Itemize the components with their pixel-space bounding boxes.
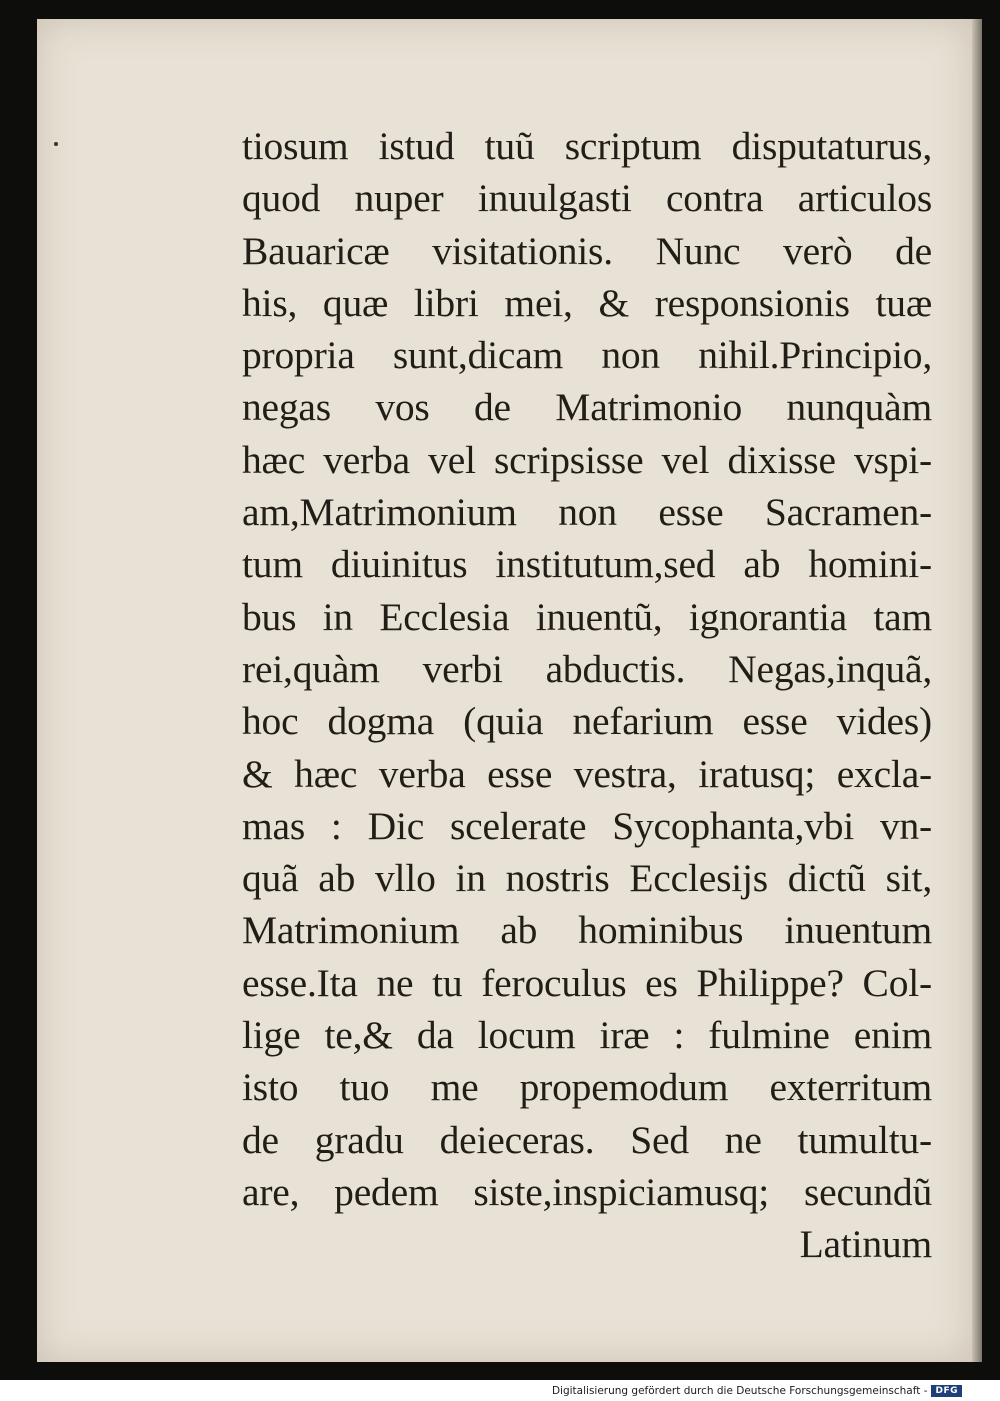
text-line: negas vos de Matrimonio nunquàm <box>242 385 932 430</box>
page-edge <box>972 19 982 1362</box>
text-line: his, quæ libri mei, & responsionis tuæ <box>242 280 932 325</box>
catchword: Latinum <box>799 1222 932 1267</box>
text-line: quod nuper inuulgasti contra articulos <box>242 176 932 221</box>
text-line: tum diuinitus institutum,sed ab homini- <box>242 542 932 587</box>
text-line: bus in Ecclesia inuentũ, ignorantia tam <box>242 594 932 639</box>
text-line: isto tuo me propemodum exterritum <box>242 1065 932 1110</box>
text-line: Matrimonium ab hominibus inuentum <box>242 908 932 953</box>
text-line: tiosum istud tuũ scriptum disputaturus, <box>242 124 932 168</box>
text-line: Bauaricæ visitationis. Nunc verò de <box>242 228 932 273</box>
text-line: lige te,& da locum iræ : fulmine enim <box>242 1013 932 1058</box>
text-line: esse.Ita ne tu feroculus es Philippe? Col- <box>242 960 932 1005</box>
footer-credit <box>552 1385 962 1397</box>
text-line: am,Matrimonium non esse Sacramen- <box>242 490 932 535</box>
text-line: de gradu deieceras. Sed ne tumultu- <box>242 1117 932 1162</box>
dfg-logo: DFG <box>931 1385 962 1397</box>
ink-dot <box>54 142 58 146</box>
text-line: mas : Dic scelerate Sycophanta,vbi vn- <box>242 803 932 848</box>
text-block <box>242 120 932 1271</box>
footer-text: Digitalisierung gefördert durch die Deutsche Forschungsgemeinschaft - <box>551 1385 928 1397</box>
text-line: hoc dogma (quia nefarium esse vides) <box>242 699 932 744</box>
text-line: quã ab vllo in nostris Ecclesijs dictũ sit, <box>242 856 932 901</box>
text-line: propria sunt,dicam non nihil.Principio, <box>242 333 932 378</box>
text-line: rei,quàm verbi abductis. Negas,inquã, <box>242 646 932 691</box>
text-line: & hæc verba esse vestra, iratusq; excla- <box>242 751 932 796</box>
text-line: are, pedem siste,inspiciamusq; secundũ <box>242 1169 932 1214</box>
text-line: hæc verba vel scripsisse vel dixisse vspi- <box>242 437 932 482</box>
